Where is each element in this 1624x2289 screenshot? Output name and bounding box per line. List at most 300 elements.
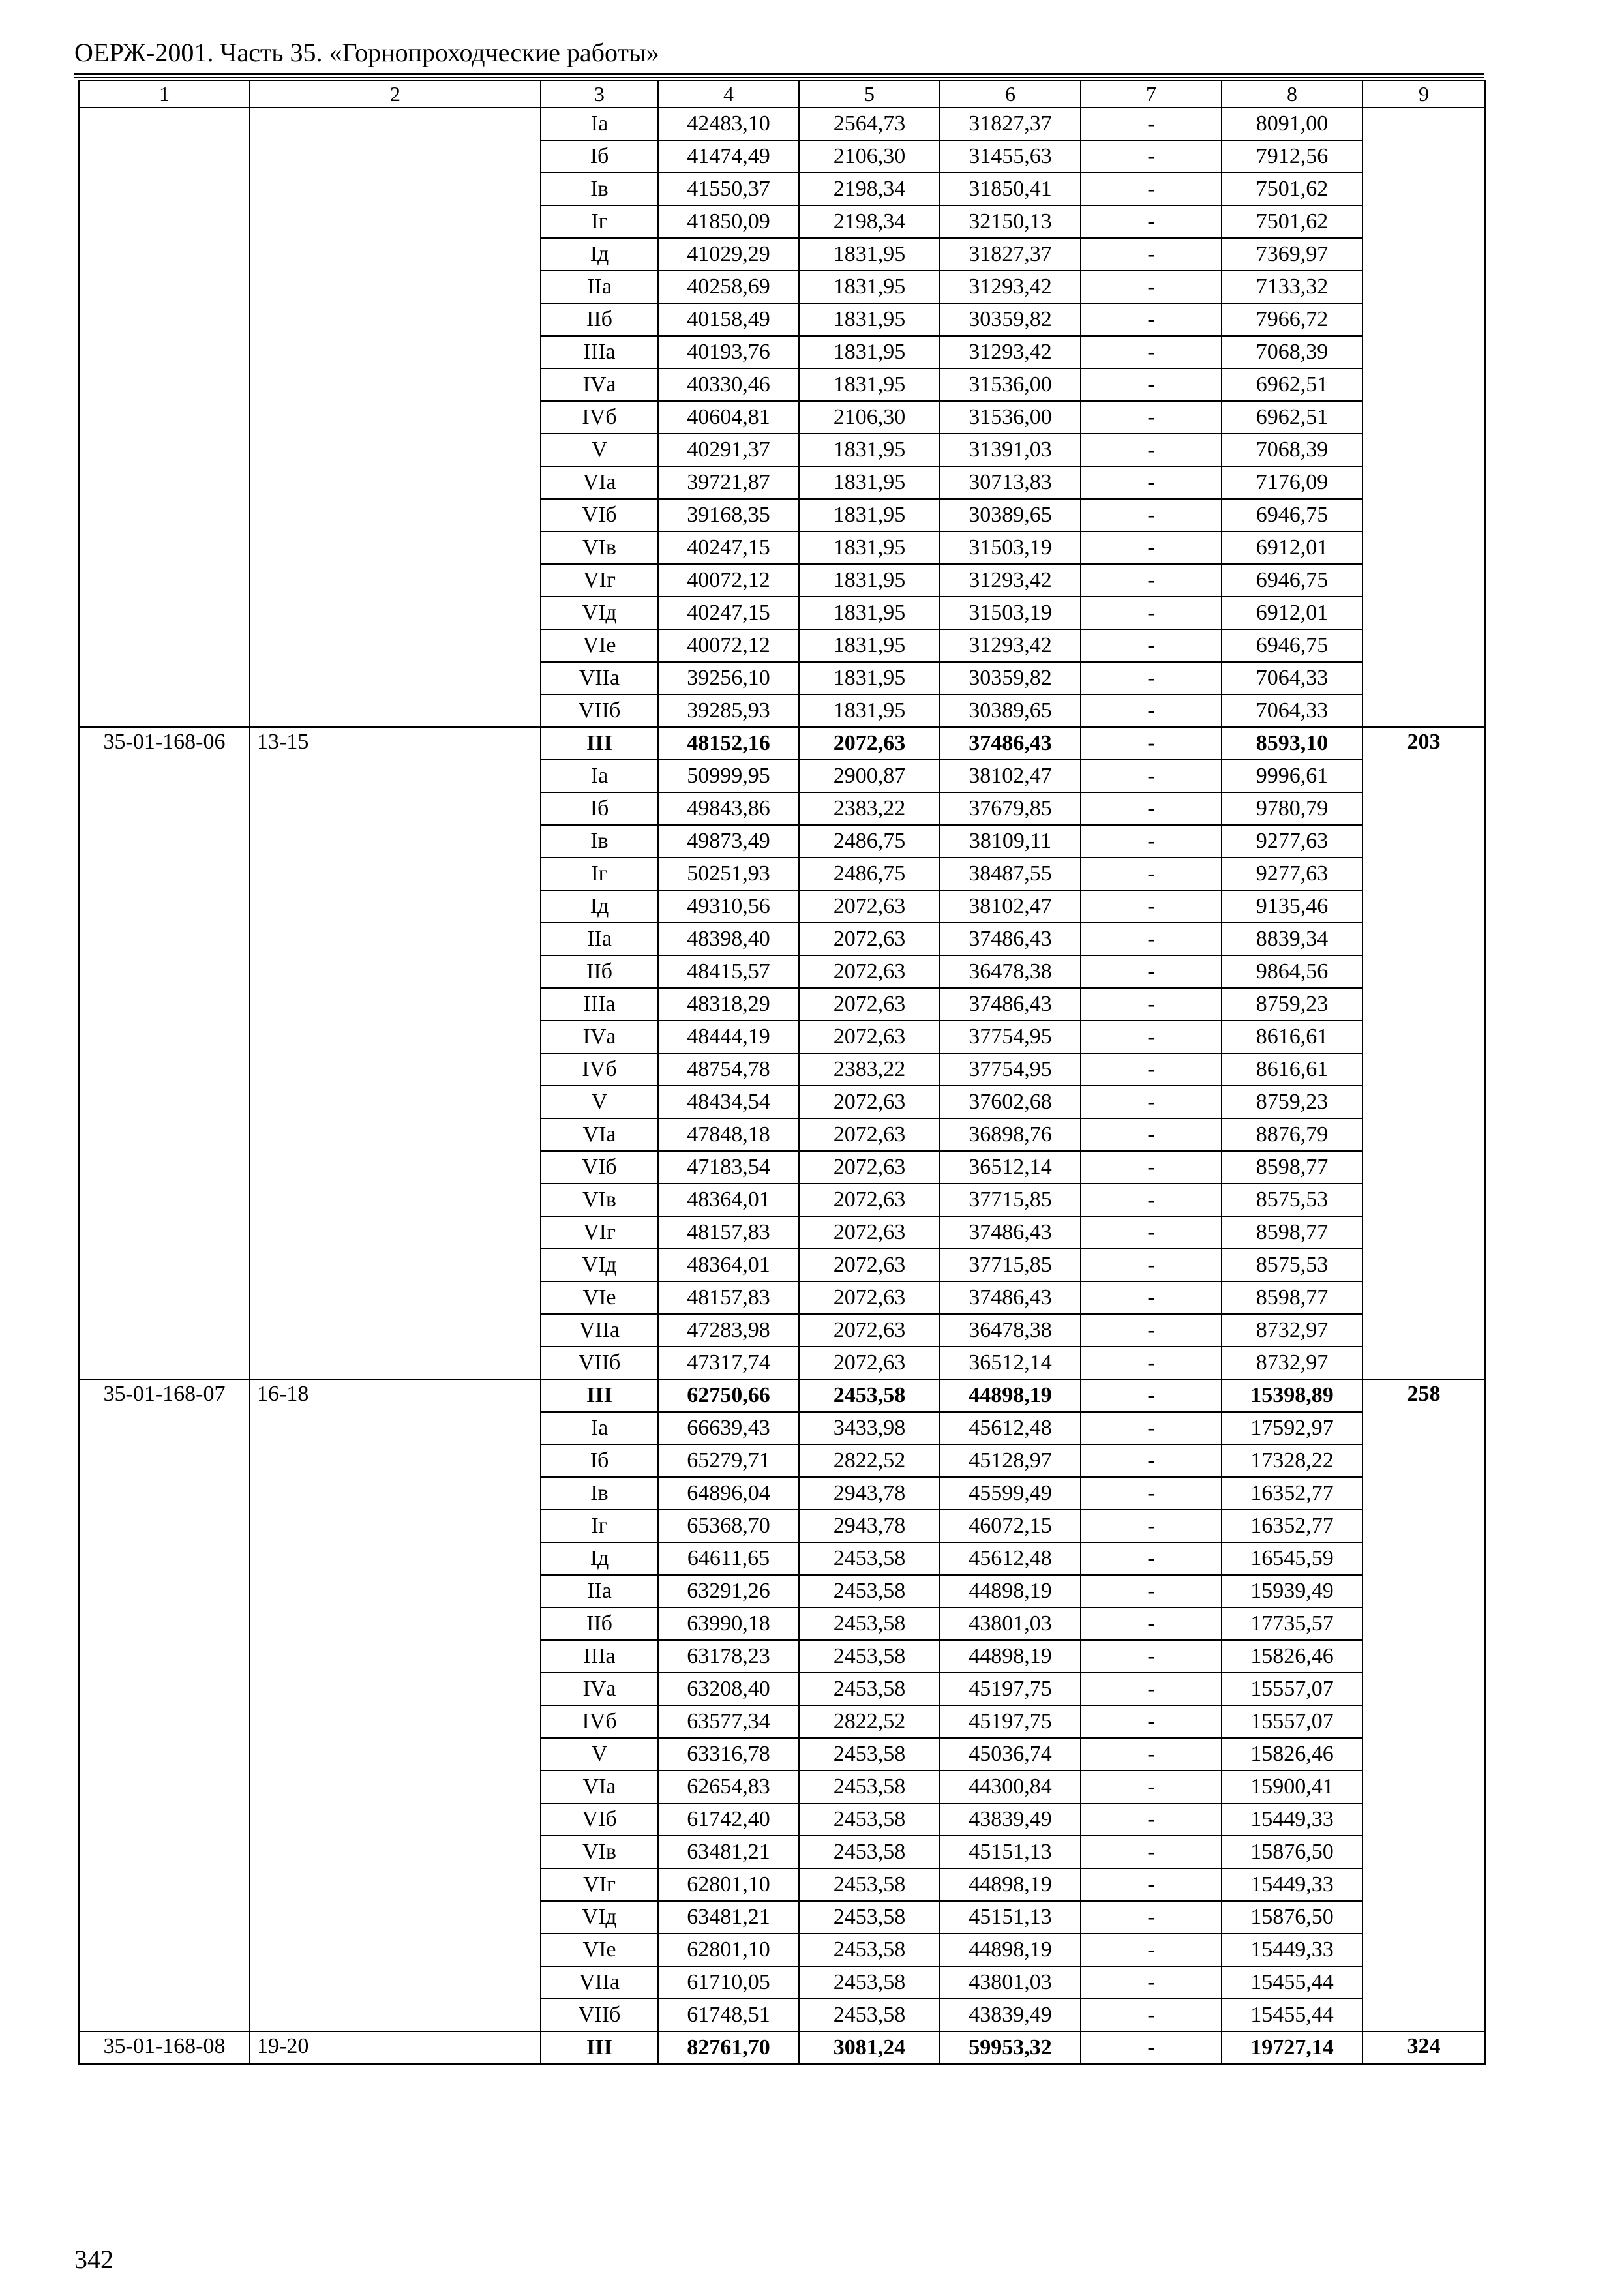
table-cell: - (1081, 1086, 1222, 1118)
table-cell: 2072,63 (799, 923, 940, 955)
table-cell: 31293,42 (940, 564, 1081, 597)
table-cell: 36898,76 (940, 1118, 1081, 1151)
table-cell: - (1081, 1216, 1222, 1249)
table-cell: 19727,14 (1222, 2031, 1362, 2064)
table-cell: 61710,05 (658, 1966, 799, 1999)
group-total: 203 (1362, 727, 1485, 1379)
table-cell: 9996,61 (1222, 760, 1362, 792)
table-cell: Iг (541, 1510, 658, 1542)
table-cell: 15826,46 (1222, 1640, 1362, 1673)
table-cell: 43801,03 (940, 1608, 1081, 1640)
table-cell: 48434,54 (658, 1086, 799, 1118)
table-cell: 7966,72 (1222, 303, 1362, 336)
table-cell: 48415,57 (658, 955, 799, 988)
table-cell: IIа (541, 271, 658, 303)
table-cell: 2453,58 (799, 1901, 940, 1934)
table-cell: - (1081, 1510, 1222, 1542)
table-cell: VIIа (541, 1966, 658, 1999)
table-cell: 49873,49 (658, 825, 799, 858)
table-cell: 8575,53 (1222, 1184, 1362, 1216)
table-cell: 15876,50 (1222, 1836, 1362, 1868)
table-cell: IVб (541, 1053, 658, 1086)
table-cell: Iа (541, 1412, 658, 1444)
rate-range: 16-18 (250, 1379, 541, 2031)
table-cell: 2072,63 (799, 955, 940, 988)
table-cell: - (1081, 238, 1222, 271)
table-cell: 6946,75 (1222, 564, 1362, 597)
table-cell: 61742,40 (658, 1803, 799, 1836)
table-cell: 8598,77 (1222, 1281, 1362, 1314)
table-cell: 2943,78 (799, 1510, 940, 1542)
table-cell: 1831,95 (799, 434, 940, 466)
table-cell: Iа (541, 108, 658, 140)
rate-code (79, 108, 250, 727)
table-cell: 2453,58 (799, 1803, 940, 1836)
table-cell: 37486,43 (940, 1216, 1081, 1249)
table-cell: 2072,63 (799, 727, 940, 760)
table-cell: - (1081, 760, 1222, 792)
table-cell: 48444,19 (658, 1021, 799, 1053)
table-cell: 2198,34 (799, 173, 940, 205)
table-cell: IVа (541, 1673, 658, 1705)
rate-code: 35-01-168-06 (79, 727, 250, 1379)
table-cell: 39285,93 (658, 695, 799, 727)
table-cell: 37486,43 (940, 988, 1081, 1021)
table-cell: 41029,29 (658, 238, 799, 271)
table-cell: 31293,42 (940, 629, 1081, 662)
column-number: 7 (1081, 80, 1222, 108)
table-cell: 48398,40 (658, 923, 799, 955)
table-cell: 17735,57 (1222, 1608, 1362, 1640)
table-cell: 48754,78 (658, 1053, 799, 1086)
table-cell: 62801,10 (658, 1934, 799, 1966)
table-cell: 64896,04 (658, 1477, 799, 1510)
table-cell: 8876,79 (1222, 1118, 1362, 1151)
table-cell: 43801,03 (940, 1966, 1081, 1999)
table-cell: 45197,75 (940, 1673, 1081, 1705)
table-cell: Iа (541, 760, 658, 792)
table-cell: 9135,46 (1222, 890, 1362, 923)
table-cell: VIе (541, 629, 658, 662)
table-cell: 40247,15 (658, 597, 799, 629)
table-cell: - (1081, 727, 1222, 760)
table-cell: 30359,82 (940, 303, 1081, 336)
table-cell: VIг (541, 1868, 658, 1901)
table-cell: 44300,84 (940, 1771, 1081, 1803)
table-cell: 45128,97 (940, 1444, 1081, 1477)
table-cell: 38102,47 (940, 760, 1081, 792)
table-cell: IIIа (541, 1640, 658, 1673)
table-cell: 47317,74 (658, 1347, 799, 1379)
table-cell: 49843,86 (658, 792, 799, 825)
column-number: 2 (250, 80, 541, 108)
table-cell: 1831,95 (799, 695, 940, 727)
table-cell: VIв (541, 531, 658, 564)
table-cell: 31827,37 (940, 238, 1081, 271)
table-cell: 37679,85 (940, 792, 1081, 825)
table-cell: 2198,34 (799, 205, 940, 238)
table-cell: VIв (541, 1184, 658, 1216)
table-cell: VIе (541, 1934, 658, 1966)
table-cell: 41550,37 (658, 173, 799, 205)
table-cell: 63481,21 (658, 1901, 799, 1934)
table-cell: Iб (541, 1444, 658, 1477)
table-cell: 3433,98 (799, 1412, 940, 1444)
table-cell: 2486,75 (799, 825, 940, 858)
table-cell: 31536,00 (940, 368, 1081, 401)
table-cell: - (1081, 466, 1222, 499)
table-cell: - (1081, 271, 1222, 303)
table-cell: 40604,81 (658, 401, 799, 434)
column-number: 5 (799, 80, 940, 108)
table-cell: 45612,48 (940, 1412, 1081, 1444)
table-cell: VIд (541, 597, 658, 629)
table-row (79, 1379, 1485, 1412)
table-cell: 9277,63 (1222, 858, 1362, 890)
table-cell: 7912,56 (1222, 140, 1362, 173)
table-cell: - (1081, 597, 1222, 629)
table-cell: 15449,33 (1222, 1868, 1362, 1901)
table-cell: 2072,63 (799, 1118, 940, 1151)
table-cell: 9277,63 (1222, 825, 1362, 858)
table-cell: 2072,63 (799, 890, 940, 923)
table-cell: 15900,41 (1222, 1771, 1362, 1803)
table-cell: 31536,00 (940, 401, 1081, 434)
table-cell: 6962,51 (1222, 401, 1362, 434)
table-cell: - (1081, 1379, 1222, 1412)
table-cell: 30713,83 (940, 466, 1081, 499)
table-cell: 44898,19 (940, 1640, 1081, 1673)
table-cell: 47183,54 (658, 1151, 799, 1184)
table-cell: 31391,03 (940, 434, 1081, 466)
table-cell: 48364,01 (658, 1184, 799, 1216)
table-cell: 1831,95 (799, 531, 940, 564)
table-cell: 2072,63 (799, 1249, 940, 1281)
table-cell: 2453,58 (799, 1575, 940, 1608)
group-total: 258 (1362, 1379, 1485, 2031)
table-cell: 2453,58 (799, 1999, 940, 2031)
table-cell: Iд (541, 890, 658, 923)
table-cell: - (1081, 1281, 1222, 1314)
table-cell: 40247,15 (658, 531, 799, 564)
table-cell: 17592,97 (1222, 1412, 1362, 1444)
table-cell: 31293,42 (940, 271, 1081, 303)
table-cell: 36478,38 (940, 1314, 1081, 1347)
column-number: 9 (1362, 80, 1485, 108)
table-cell: 9864,56 (1222, 955, 1362, 988)
table-cell: 2072,63 (799, 1281, 940, 1314)
table-cell: 32150,13 (940, 205, 1081, 238)
table-cell: 47283,98 (658, 1314, 799, 1347)
table-cell: 15939,49 (1222, 1575, 1362, 1608)
table-cell: 45151,13 (940, 1901, 1081, 1934)
rate-code: 35-01-168-08 (79, 2031, 250, 2064)
table-cell: Iв (541, 825, 658, 858)
table-cell: - (1081, 1771, 1222, 1803)
table-cell: IIа (541, 1575, 658, 1608)
table-cell: VIв (541, 1836, 658, 1868)
table-cell: VIб (541, 1803, 658, 1836)
table-cell: 45599,49 (940, 1477, 1081, 1510)
table-cell: III (541, 727, 658, 760)
table-cell: IIб (541, 1608, 658, 1640)
table-cell: 1831,95 (799, 238, 940, 271)
table-cell: 59953,32 (940, 2031, 1081, 2064)
table-cell: 8616,61 (1222, 1021, 1362, 1053)
table-cell: - (1081, 988, 1222, 1021)
table-cell: - (1081, 695, 1222, 727)
table-cell: - (1081, 205, 1222, 238)
column-number: 6 (940, 80, 1081, 108)
table-cell: VIг (541, 1216, 658, 1249)
table-cell: Iв (541, 173, 658, 205)
table-cell: 82761,70 (658, 2031, 799, 2064)
table-cell: - (1081, 1249, 1222, 1281)
table-cell: 2072,63 (799, 1086, 940, 1118)
table-cell: 62654,83 (658, 1771, 799, 1803)
table-cell: VIг (541, 564, 658, 597)
table-cell: 31850,41 (940, 173, 1081, 205)
table-cell: 41850,09 (658, 205, 799, 238)
table-cell: Iд (541, 238, 658, 271)
table-cell: 15449,33 (1222, 1803, 1362, 1836)
rate-range: 19-20 (250, 2031, 541, 2064)
table-cell: 38102,47 (940, 890, 1081, 923)
table-cell: - (1081, 662, 1222, 695)
table-cell: - (1081, 2031, 1222, 2064)
group-total: 324 (1362, 2031, 1485, 2064)
table-cell: - (1081, 1347, 1222, 1379)
table-cell: - (1081, 1053, 1222, 1086)
table-cell: VIа (541, 1771, 658, 1803)
page-number: 342 (74, 2245, 113, 2274)
table-cell: IVб (541, 401, 658, 434)
table-cell: VIб (541, 499, 658, 531)
table-cell: 8839,34 (1222, 923, 1362, 955)
table-cell: - (1081, 1412, 1222, 1444)
table-cell: - (1081, 499, 1222, 531)
table-cell: - (1081, 825, 1222, 858)
table-cell: - (1081, 336, 1222, 368)
table-cell: VIа (541, 1118, 658, 1151)
table-cell: 48157,83 (658, 1281, 799, 1314)
table-cell: 2486,75 (799, 858, 940, 890)
table-cell: 6912,01 (1222, 597, 1362, 629)
table-cell: 7369,97 (1222, 238, 1362, 271)
table-cell: 38109,11 (940, 825, 1081, 858)
table-cell: 2106,30 (799, 140, 940, 173)
table-cell: 15557,07 (1222, 1705, 1362, 1738)
column-number: 8 (1222, 80, 1362, 108)
table-cell: 16545,59 (1222, 1542, 1362, 1575)
table-cell: VIIб (541, 1999, 658, 2031)
table-cell: 8616,61 (1222, 1053, 1362, 1086)
table-cell: 48157,83 (658, 1216, 799, 1249)
table-cell: IVа (541, 368, 658, 401)
table-cell: IVа (541, 1021, 658, 1053)
table-cell: 1831,95 (799, 368, 940, 401)
table-cell: 15876,50 (1222, 1901, 1362, 1934)
table-cell: 2453,58 (799, 1868, 940, 1901)
table-cell: - (1081, 173, 1222, 205)
table-cell: 2106,30 (799, 401, 940, 434)
table-cell: 15449,33 (1222, 1934, 1362, 1966)
table-cell: 61748,51 (658, 1999, 799, 2031)
table-cell: 36512,14 (940, 1151, 1081, 1184)
table-cell: 37715,85 (940, 1184, 1081, 1216)
table-cell: 38487,55 (940, 858, 1081, 890)
column-number: 1 (79, 80, 250, 108)
table-cell: 2453,58 (799, 1836, 940, 1868)
table-cell: 1831,95 (799, 466, 940, 499)
table-cell: IVб (541, 1705, 658, 1738)
table-cell: - (1081, 1151, 1222, 1184)
table-cell: - (1081, 629, 1222, 662)
table-cell: 42483,10 (658, 108, 799, 140)
table-cell: Iд (541, 1542, 658, 1575)
table-cell: 2453,58 (799, 1379, 940, 1412)
table-cell: IIб (541, 955, 658, 988)
table-cell: VIIб (541, 695, 658, 727)
table-cell: 48364,01 (658, 1249, 799, 1281)
table-cell: - (1081, 564, 1222, 597)
table-cell: 7068,39 (1222, 336, 1362, 368)
table-cell: Iб (541, 140, 658, 173)
table-cell: 48152,16 (658, 727, 799, 760)
table-cell: 31503,19 (940, 597, 1081, 629)
table-cell: - (1081, 1868, 1222, 1901)
table-cell: 2900,87 (799, 760, 940, 792)
table-cell: IIа (541, 923, 658, 955)
rate-range (250, 108, 541, 727)
table-cell: - (1081, 890, 1222, 923)
table-cell: - (1081, 1542, 1222, 1575)
table-cell: 2822,52 (799, 1444, 940, 1477)
table-cell: 37715,85 (940, 1249, 1081, 1281)
table-row (79, 2031, 1485, 2064)
table-cell: 6962,51 (1222, 368, 1362, 401)
table-cell: 17328,22 (1222, 1444, 1362, 1477)
table-cell: 2453,58 (799, 1738, 940, 1771)
table-cell: 40072,12 (658, 564, 799, 597)
table-cell: 63208,40 (658, 1673, 799, 1705)
table-cell: 2453,58 (799, 1934, 940, 1966)
table-cell: 1831,95 (799, 271, 940, 303)
table-row (79, 727, 1485, 760)
table-cell: - (1081, 1934, 1222, 1966)
table-cell: VIIа (541, 662, 658, 695)
table-cell: VIд (541, 1901, 658, 1934)
table-cell: 40258,69 (658, 271, 799, 303)
table-cell: 6946,75 (1222, 499, 1362, 531)
header-rule-thin (74, 77, 1484, 78)
table-cell: - (1081, 401, 1222, 434)
table-cell: Iг (541, 858, 658, 890)
group-total (1362, 108, 1485, 727)
table-cell: Iв (541, 1477, 658, 1510)
table-cell: 63178,23 (658, 1640, 799, 1673)
table-cell: - (1081, 1836, 1222, 1868)
table-cell: - (1081, 1673, 1222, 1705)
table-cell: 31455,63 (940, 140, 1081, 173)
table-cell: IIб (541, 303, 658, 336)
table-cell: 8759,23 (1222, 1086, 1362, 1118)
table-cell: 63291,26 (658, 1575, 799, 1608)
table-cell: IIIа (541, 336, 658, 368)
table-cell: 2453,58 (799, 1771, 940, 1803)
table-cell: 31293,42 (940, 336, 1081, 368)
table-cell: - (1081, 434, 1222, 466)
table-cell: V (541, 1738, 658, 1771)
table-cell: 15455,44 (1222, 1966, 1362, 1999)
table-cell: 65279,71 (658, 1444, 799, 1477)
table-cell: - (1081, 1118, 1222, 1151)
table-cell: 1831,95 (799, 662, 940, 695)
rate-code: 35-01-168-07 (79, 1379, 250, 2031)
table-cell: 45197,75 (940, 1705, 1081, 1738)
table-cell: 37754,95 (940, 1021, 1081, 1053)
table-cell: 44898,19 (940, 1934, 1081, 1966)
table-cell: - (1081, 1444, 1222, 1477)
table-cell: - (1081, 1640, 1222, 1673)
table-cell: VIе (541, 1281, 658, 1314)
table-cell: 41474,49 (658, 140, 799, 173)
table-cell: - (1081, 792, 1222, 825)
table-cell: 40330,46 (658, 368, 799, 401)
price-table (78, 80, 1486, 2065)
table-cell: 45036,74 (940, 1738, 1081, 1771)
table-cell: 44898,19 (940, 1575, 1081, 1608)
table-cell: 8593,10 (1222, 727, 1362, 760)
table-cell: 36512,14 (940, 1347, 1081, 1379)
column-number-row (79, 80, 1485, 108)
table-cell: 2072,63 (799, 988, 940, 1021)
table-cell: 37486,43 (940, 727, 1081, 760)
table-cell: - (1081, 303, 1222, 336)
table-cell: 40158,49 (658, 303, 799, 336)
table-cell: 64611,65 (658, 1542, 799, 1575)
table-cell: 40072,12 (658, 629, 799, 662)
table-cell: 63481,21 (658, 1836, 799, 1868)
table-cell: 8732,97 (1222, 1314, 1362, 1347)
rate-range: 13-15 (250, 727, 541, 1379)
column-number: 3 (541, 80, 658, 108)
table-cell: 7064,33 (1222, 695, 1362, 727)
table-cell: 8598,77 (1222, 1216, 1362, 1249)
table-cell: 8598,77 (1222, 1151, 1362, 1184)
table-cell: 1831,95 (799, 336, 940, 368)
table-cell: 2072,63 (799, 1021, 940, 1053)
table-cell: - (1081, 1477, 1222, 1510)
table-cell: 15455,44 (1222, 1999, 1362, 2031)
table-cell: 16352,77 (1222, 1477, 1362, 1510)
table-cell: 37754,95 (940, 1053, 1081, 1086)
table-cell: 44898,19 (940, 1868, 1081, 1901)
table-cell: - (1081, 1314, 1222, 1347)
table-cell: 31827,37 (940, 108, 1081, 140)
table-cell: 15398,89 (1222, 1379, 1362, 1412)
table-cell: 2383,22 (799, 792, 940, 825)
table-cell: 46072,15 (940, 1510, 1081, 1542)
table-cell: - (1081, 1966, 1222, 1999)
table-cell: - (1081, 531, 1222, 564)
table-cell: 63990,18 (658, 1608, 799, 1640)
table-cell: 47848,18 (658, 1118, 799, 1151)
table-cell: 9780,79 (1222, 792, 1362, 825)
table-cell: 2564,73 (799, 108, 940, 140)
table-cell: 1831,95 (799, 564, 940, 597)
table-cell: - (1081, 923, 1222, 955)
